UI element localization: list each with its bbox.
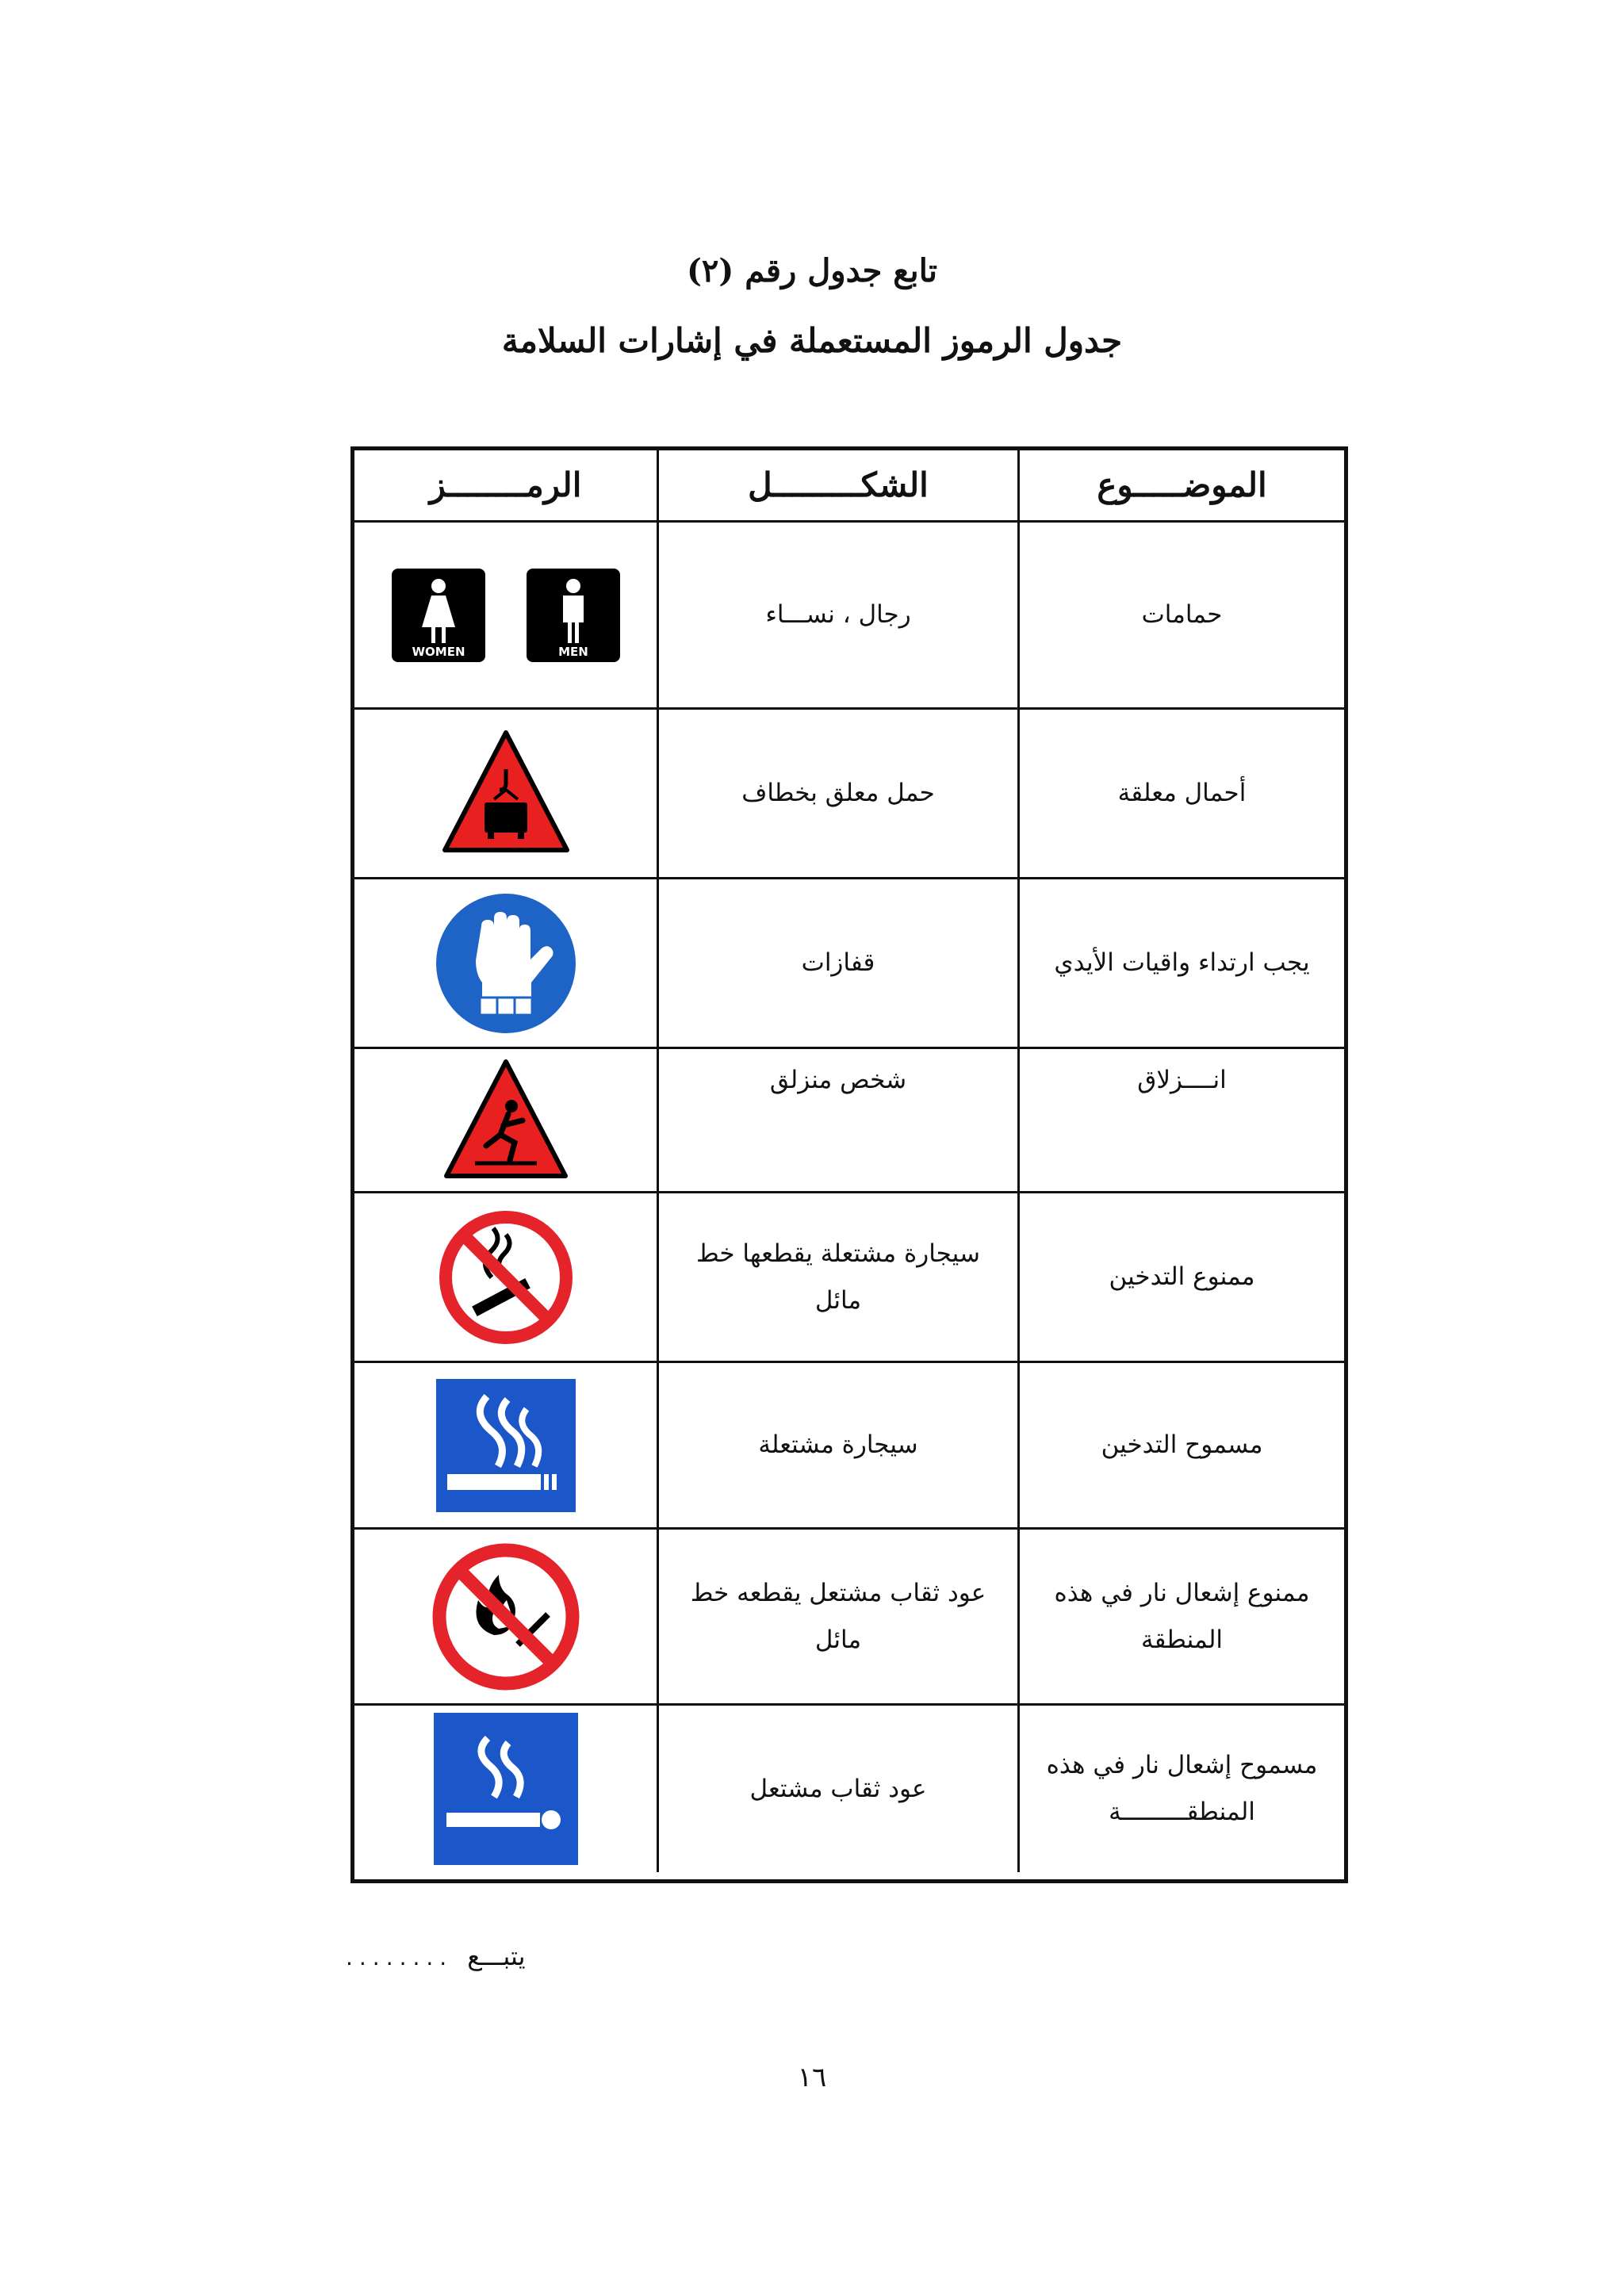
suspended-load-warning-icon xyxy=(439,726,573,861)
row-7-shape: عود ثقاب مشتعل يقطعه خط مائل xyxy=(657,1530,1017,1706)
row-1-topic: حمامات xyxy=(1017,523,1344,710)
page-title: تابع جدول رقم (٢) xyxy=(686,252,938,289)
header-shape: الشكـــــــــل xyxy=(657,450,1017,523)
page-subtitle: جدول الرموز المستعملة في إشارات السلامة xyxy=(501,321,1123,360)
row-6-shape: سيجارة مشتعلة xyxy=(657,1363,1017,1530)
row-2-symbol xyxy=(354,710,657,879)
continued-note xyxy=(346,1941,526,1971)
row-2-shape: حمل معلق بخطاف xyxy=(657,710,1017,879)
header-symbol: الرمــــــــز xyxy=(354,450,657,523)
row-7-symbol xyxy=(354,1530,657,1706)
continued-dots: ........ xyxy=(346,1944,454,1970)
header-topic: الموضـــــوع xyxy=(1017,450,1344,523)
row-6-topic: مسموح التدخين xyxy=(1017,1363,1344,1530)
row-5-symbol xyxy=(354,1193,657,1363)
continued-label: يتبـــع xyxy=(467,1941,526,1971)
row-7-topic: ممنوع إشعال نار في هذه المنطقة xyxy=(1017,1530,1344,1706)
row-3-symbol xyxy=(354,879,657,1049)
no-open-flame-icon xyxy=(429,1540,583,1694)
row-8-symbol xyxy=(354,1706,657,1872)
row-4-symbol xyxy=(354,1049,657,1193)
row-1-shape: رجال ، نســـاء xyxy=(657,523,1017,710)
row-5-shape: سيجارة مشتعلة يقطعها خط مائل xyxy=(657,1193,1017,1363)
row-1-symbol xyxy=(354,523,657,710)
row-3-topic: يجب ارتداء واقيات الأيدي xyxy=(1017,879,1344,1049)
gloves-mandatory-icon xyxy=(434,891,578,1036)
page-number: ١٦ xyxy=(797,2062,827,2093)
slippery-warning-icon xyxy=(440,1057,572,1184)
row-8-topic: مسموح إشعال نار في هذه المنطقـــــــــة xyxy=(1017,1706,1344,1872)
row-4-topic: انــــزلاق xyxy=(1017,1049,1344,1193)
safety-symbols-table xyxy=(350,446,1348,1883)
row-6-symbol xyxy=(354,1363,657,1530)
men-restroom-icon xyxy=(525,567,622,664)
svg-text:MEN: MEN xyxy=(557,644,588,659)
row-8-shape: عود ثقاب مشتعل xyxy=(657,1706,1017,1872)
row-5-topic: ممنوع التدخين xyxy=(1017,1193,1344,1363)
no-smoking-icon xyxy=(436,1208,576,1347)
row-2-topic: أحمال معلقة xyxy=(1017,710,1344,879)
svg-text:WOMEN: WOMEN xyxy=(411,644,465,659)
smoking-allowed-icon xyxy=(435,1377,577,1514)
open-flame-allowed-icon xyxy=(432,1711,580,1867)
row-3-shape: قفازات xyxy=(657,879,1017,1049)
women-restroom-icon xyxy=(390,567,487,664)
row-4-shape: شخص منزلق xyxy=(657,1049,1017,1193)
